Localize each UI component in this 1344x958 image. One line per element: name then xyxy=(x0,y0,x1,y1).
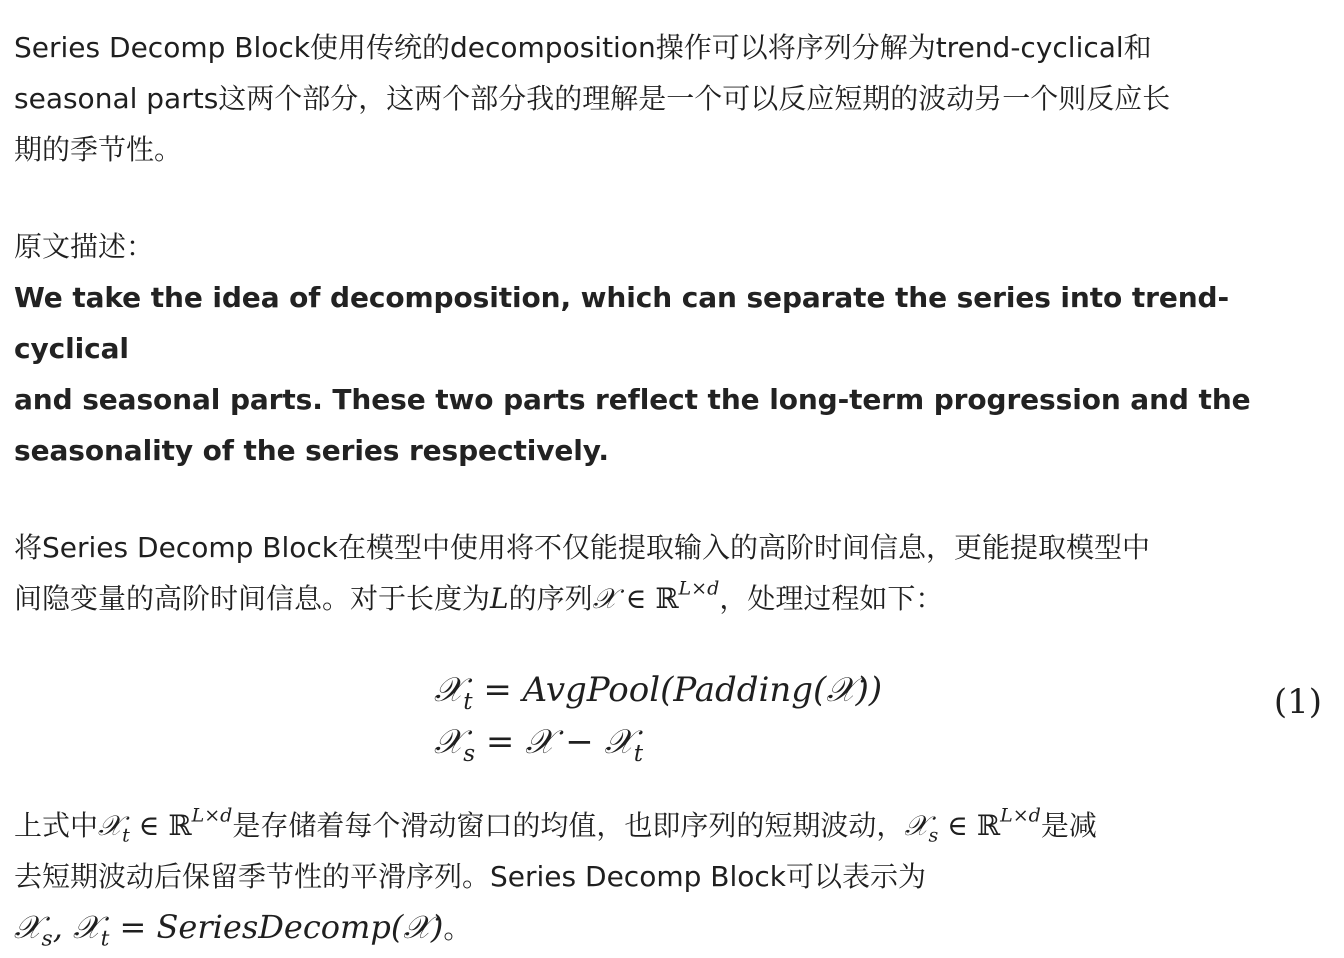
formula-comma: , xyxy=(52,908,74,946)
intro-line-1: Series Decomp Block使用传统的decomposition操作可以将序列分解为trend-cyclical和 xyxy=(14,31,1152,64)
quote-line-3: seasonality of the series respectively. xyxy=(14,434,609,467)
expl-line-1b: 是存储着每个滑动窗口的均值，也即序列的短期波动， xyxy=(232,809,905,842)
series-decomp-formula xyxy=(14,908,444,952)
expl-line-1c: 是减 xyxy=(1040,809,1097,842)
equation-row-1 xyxy=(434,664,882,716)
quote-line-2: and seasonal parts. These two parts reflect the long-term progression and the xyxy=(14,383,1251,416)
quote-line-1: We take the idea of decomposition, which can separate the series into trend-cyclical xyxy=(14,281,1230,365)
eq1-lhs-sub: t xyxy=(463,689,473,716)
math-X: 𝒳 xyxy=(592,582,617,615)
expl-line-1a: 上式中 xyxy=(14,809,99,842)
equation-block xyxy=(14,654,1324,778)
formula-Xs: 𝒳 xyxy=(14,908,42,946)
intro-paragraph xyxy=(14,22,1324,175)
math-R-2: ℝ xyxy=(976,809,1001,842)
formula-Xt: 𝒳 xyxy=(73,908,101,946)
eq1-lhs: 𝒳 xyxy=(434,670,464,710)
equation-row-2 xyxy=(434,716,643,768)
math-Xt: 𝒳 xyxy=(98,809,123,842)
usage-line-2a: 间隐变量的高阶时间信息。对于长度为 xyxy=(14,582,491,615)
quote-label: 原文描述： xyxy=(14,230,155,263)
equation-number: (1) xyxy=(1273,682,1322,722)
math-sup-2: L×d xyxy=(1000,804,1041,827)
usage-line-2c: ，处理过程如下： xyxy=(719,582,944,615)
math-Xs-sub: s xyxy=(928,824,939,847)
math-Xt-sub: t xyxy=(122,824,130,847)
usage-paragraph xyxy=(14,522,1324,624)
formula-Xs-sub: s xyxy=(41,926,53,952)
math-R: ℝ xyxy=(655,582,679,615)
math-in-2: ∈ xyxy=(938,809,977,842)
math-R-1: ℝ xyxy=(168,809,192,842)
expl-line-2: 去短期波动后保留季节性的平滑序列。Series Decomp Block可以表示为 xyxy=(14,860,926,893)
eq2-rhs-sub: t xyxy=(633,741,644,768)
math-in: ∈ xyxy=(616,582,656,615)
formula-rhs: = SeriesDecomp(𝒳) xyxy=(109,908,444,946)
explanation-paragraph xyxy=(14,800,1324,954)
eq2-lhs: 𝒳 xyxy=(434,722,464,762)
usage-line-1: 将Series Decomp Block在模型中使用将不仅能提取输入的高阶时间信息，更能提取模型中 xyxy=(14,531,1150,564)
math-in-1: ∈ xyxy=(129,809,169,842)
usage-line-2b: 的序列 xyxy=(508,582,593,615)
math-sup-Lxd: L×d xyxy=(678,577,720,600)
math-sup-1: L×d xyxy=(191,804,233,827)
document-body xyxy=(14,22,1324,954)
eq2-rhs: = 𝒳 − 𝒳 xyxy=(475,722,634,762)
formula-Xt-sub: t xyxy=(100,926,110,952)
math-Xs: 𝒳 xyxy=(904,809,929,842)
formula-period: 。 xyxy=(443,912,472,945)
quote-section xyxy=(14,221,1324,476)
intro-line-3: 期的季节性。 xyxy=(14,133,183,166)
eq1-rhs: = AvgPool(Padding(𝒳)) xyxy=(472,670,883,710)
eq2-lhs-sub: s xyxy=(463,741,476,768)
math-L: L xyxy=(490,582,509,615)
intro-line-2: seasonal parts这两个部分，这两个部分我的理解是一个可以反应短期的波动另一个则反应长 xyxy=(14,82,1171,115)
